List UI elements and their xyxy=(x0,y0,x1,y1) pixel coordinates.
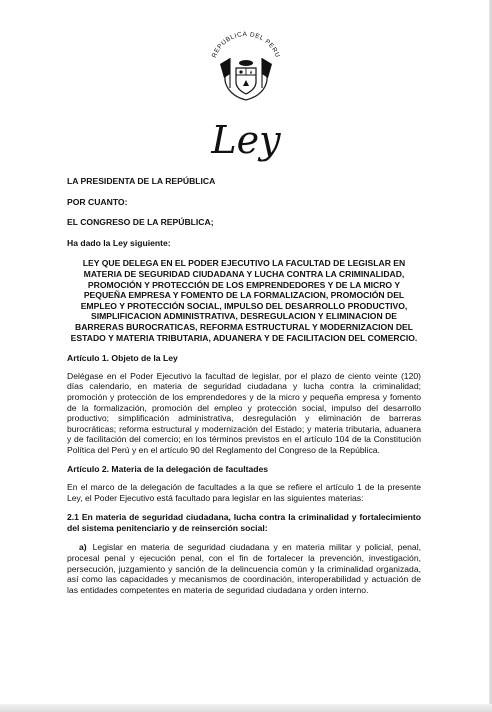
svg-text:REPUBLICA DEL PERU xyxy=(211,31,281,59)
article-1-heading: Artículo 1. Objeto de la Ley xyxy=(67,353,178,364)
preamble-congreso: EL CONGRESO DE LA REPÚBLICA; xyxy=(67,217,214,228)
article-1-text: Delégase en el Poder Ejecutivo la facultad de legislar, por el plazo de ciento veinte (120) días calendario, en materia de seguridad ciudadana y lucha contra la criminalidad; promoción y protección de los emprendedores y de la micro y pequeña empresa y fomento de la formalización, promoción del empleo y protección social, impulso del desarrollo productivo; simplificación administrativa, desregulación y eliminación de barreras burocráticas; reforma estructural y modernización del Estado; y materia tributaria, aduanera y de facilitación del comercio; en los términos previstos en el artículo 104 de la Constitución Política del Perú y en el artículo 90 del Reglamento del Congreso de la República. xyxy=(67,370,421,455)
preamble-president: LA PRESIDENTA DE LA REPÚBLICA xyxy=(67,176,216,186)
list-item-a-text: Legislar en materia de seguridad ciudadana y en materia militar y policial, penal, procesal penal y ejecución penal, con el fin de fortalecer la prevención, investigación, persecución, juzgamiento y sanción de la delincuencia común y la criminalidad organizada, así como las capacidades y mecanismos de coordinación, interoperabilidad y actuación de las entidades competentes en materia de seguridad ciudadana y orden interno. xyxy=(67,542,421,595)
seal-arc-text: REPUBLICA DEL PERU xyxy=(210,30,282,59)
article-2-text: En el marco de la delegación de facultades a la que se refiere el artículo 1 de la presente Ley, el Poder Ejecutivo está facultado para legislar en las siguientes materias: xyxy=(67,482,421,503)
coat-of-arms-seal xyxy=(200,28,292,106)
section-2-1-heading: 2.1 En materia de seguridad ciudadana, lucha contra la criminalidad y fortalecimiento del sistema penitenciario y de reinserción social: xyxy=(67,512,421,533)
preamble-por-cuanto: POR CUANTO: xyxy=(67,196,128,207)
document-body xyxy=(67,176,421,595)
article-2-heading: Artículo 2. Materia de la delegación de facultades xyxy=(67,464,269,475)
ley-heading: Ley xyxy=(211,118,281,162)
list-item-a-label: a) xyxy=(79,542,87,553)
law-title: LEY QUE DELEGA EN EL PODER EJECUTIVO LA FACULTAD DE LEGISLAR EN MATERIA DE SEGURIDAD CIUDADANA Y LUCHA CONTRA LA CRIMINALIDAD, PROMOCIÓN Y PROTECCIÓN DE LOS EMPRENDEDORES Y DE LA MICRO Y PEQUEÑA EMPRESA Y FOMENTO DE LA FORMALIZACION, PROMOCIÓN DEL EMPLEO Y PROTECCIÓN SOCIAL, IMPULSO DEL DESARROLLO PRODUCTIVO, SIMPLIFICACION ADMINISTRATIVA, DESREGULACION Y ELIMINACION DE BARRERAS BUROCRATICAS, REFORMA ESTRUCTURAL Y MODERNIZACION DEL ESTADO Y MATERIA TRIBUTARIA, ADUANERA Y DE FACILITACION DEL COMERCIO. xyxy=(70,258,418,343)
preamble-ha-dado: Ha dado la Ley siguiente: xyxy=(67,237,171,248)
list-item-a xyxy=(67,542,421,595)
page-bottom-shadow xyxy=(0,704,492,712)
